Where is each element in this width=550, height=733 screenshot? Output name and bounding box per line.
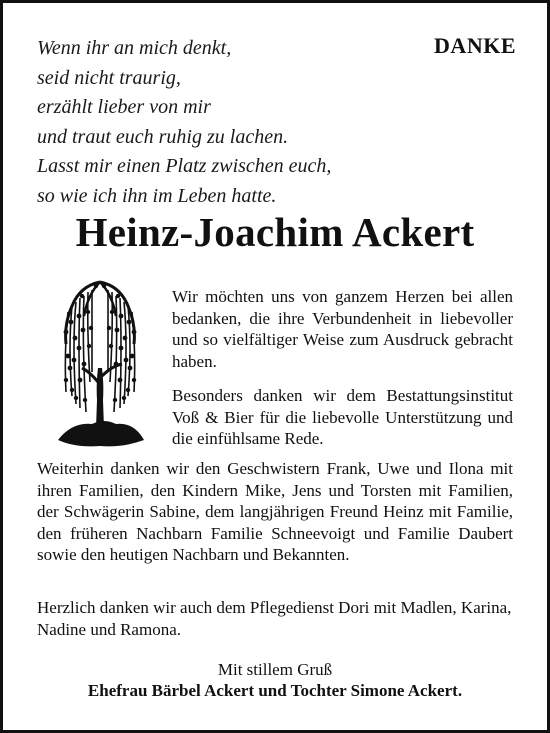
thanks-paragraph-family: Weiterhin danken wir den Geschwistern Frank, Uwe und Ilona mit ihren Familien, den Kindern Mike, Jens und Torsten mit Familien, der Schwägerin Sabine, dem langjährigen Freund Heinz mit Familie, den früheren Nachbarn Familie Schneevoigt und Familie Daubert sowie den heutigen Nachbarn und Bekannten. <box>37 459 513 564</box>
poem-line: und traut euch ruhig zu lachen. <box>37 125 289 148</box>
thanks-paragraph-general: Wir möchten uns von ganzem Herzen bei allen bedanken, die ihre Verbundenheit in liebevoller und so vielfältiger Weise zum Ausdruck gebracht haben. <box>172 287 513 371</box>
weeping-willow-icon <box>52 272 148 454</box>
poem-line: Wenn ihr an mich denkt, <box>37 37 232 59</box>
poem-line: seid nicht traurig, <box>37 66 181 89</box>
poem-line: so wie ich ihn im Leben hatte. <box>37 184 277 207</box>
thanks-paragraph-care-service: Herzlich danken wir auch dem Pflegedienst Dori mit Madlen, Karina, Nadine und Ramona. <box>37 598 512 639</box>
poem-line: erzählt lieber von mir <box>37 96 211 118</box>
poem <box>37 34 331 211</box>
thank-you-heading: DANKE <box>434 33 516 58</box>
deceased-name: Heinz-Joachim Ackert <box>75 209 475 255</box>
closing-greeting: Mit stillem Gruß <box>217 660 333 679</box>
signature: Ehefrau Bärbel Ackert und Tochter Simone Ackert. <box>87 681 463 700</box>
poem-line: Lasst mir einen Platz zwischen euch, <box>37 155 332 177</box>
thanks-paragraph-funeral-home: Besonders danken wir dem Bestattungsinstitut Voß & Bier für die liebevolle Unterstützung und die einfühlsame Rede. <box>172 386 513 448</box>
